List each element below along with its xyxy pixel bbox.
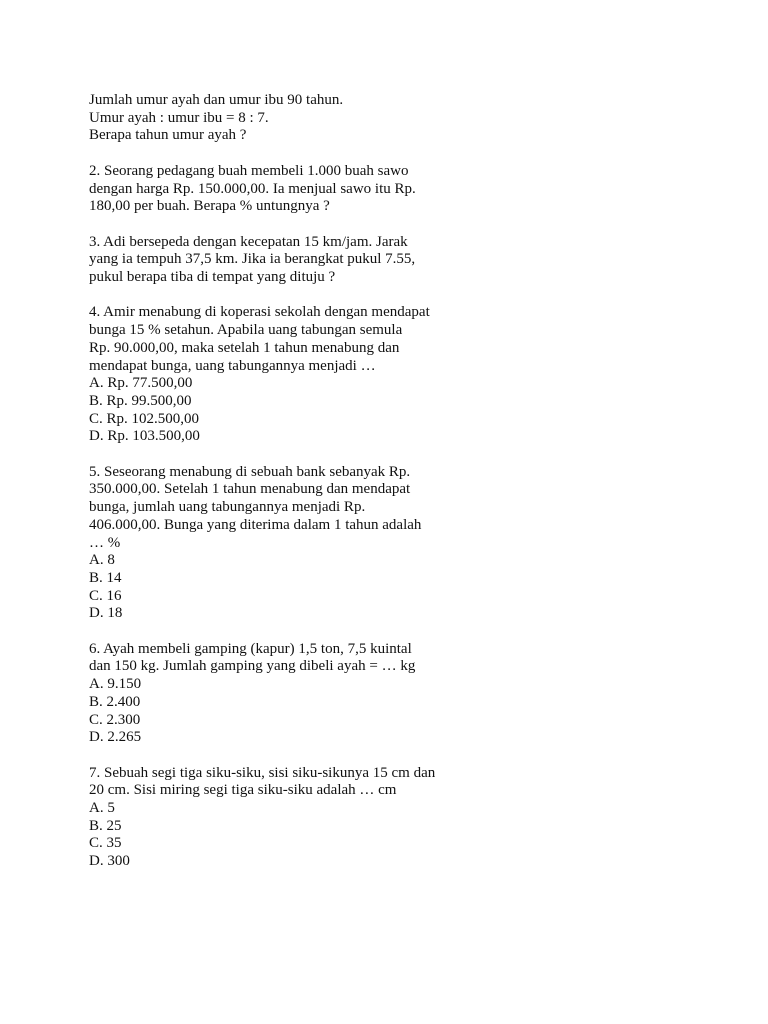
document-page — [89, 92, 469, 889]
question-text-line: yang ia tempuh 37,5 km. Jika ia berangkat pukul 7.55, — [89, 251, 416, 268]
question-text-line: mendapat bunga, uang tabungannya menjadi … — [89, 357, 376, 374]
question-text-line: 20 cm. Sisi miring segi tiga siku-siku adalah … cm — [89, 782, 397, 799]
question-text-line: 3. Adi bersepeda dengan kecepatan 15 km/jam. Jarak — [89, 233, 408, 250]
answer-option: A. Rp. 77.500,00 — [89, 375, 193, 392]
answer-option: D. 2.265 — [89, 729, 142, 746]
answer-option: C. 2.300 — [89, 711, 141, 728]
question-text-line: 5. Seseorang menabung di sebuah bank sebanyak Rp. — [89, 463, 411, 480]
question-text-line: … % — [89, 534, 121, 551]
question-text-line: bunga 15 % setahun. Apabila uang tabungan semula — [89, 322, 403, 339]
question-1 — [89, 92, 469, 145]
answer-option: C. 16 — [89, 587, 122, 604]
question-3 — [89, 234, 469, 287]
question-text-line: 7. Sebuah segi tiga siku-siku, sisi siku-sikunya 15 cm dan — [89, 764, 436, 781]
question-text-line: 4. Amir menabung di koperasi sekolah dengan mendapat — [89, 304, 430, 321]
question-text-line: Rp. 90.000,00, maka setelah 1 tahun menabung dan — [89, 339, 400, 356]
question-text-line: 2. Seorang pedagang buah membeli 1.000 buah sawo — [89, 162, 409, 179]
answer-option: B. 14 — [89, 569, 122, 586]
answer-option: D. 18 — [89, 605, 123, 622]
question-text-line: Berapa tahun umur ayah ? — [89, 127, 247, 144]
answer-option: A. 8 — [89, 552, 115, 569]
answer-option: B. 25 — [89, 817, 122, 834]
question-text-line: pukul berapa tiba di tempat yang dituju ? — [89, 269, 336, 285]
answer-option: B. Rp. 99.500,00 — [89, 392, 192, 409]
answer-option: D. Rp. 103.500,00 — [89, 428, 200, 445]
answer-option: C. Rp. 102.500,00 — [89, 410, 200, 427]
question-2 — [89, 163, 469, 216]
question-text-line: dengan harga Rp. 150.000,00. Ia menjual sawo itu Rp. — [89, 180, 416, 197]
question-text-line: Umur ayah : umur ibu = 8 : 7. — [89, 109, 269, 126]
question-text-line: dan 150 kg. Jumlah gamping yang dibeli ayah = … kg — [89, 658, 416, 675]
question-text-line: Jumlah umur ayah dan umur ibu 90 tahun. — [89, 92, 344, 108]
question-5 — [89, 464, 469, 623]
question-text-line: 350.000,00. Setelah 1 tahun menabung dan mendapat — [89, 481, 411, 498]
question-text-line: 6. Ayah membeli gamping (kapur) 1,5 ton, 7,5 kuintal — [89, 640, 412, 657]
question-7 — [89, 765, 469, 871]
question-text-line: bunga, jumlah uang tabungannya menjadi Rp. — [89, 499, 366, 516]
answer-option: B. 2.400 — [89, 693, 141, 710]
answer-option: A. 9.150 — [89, 676, 142, 693]
question-4 — [89, 304, 469, 446]
answer-option: A. 5 — [89, 800, 115, 817]
answer-option: D. 300 — [89, 853, 130, 870]
question-text-line: 406.000,00. Bunga yang diterima dalam 1 tahun adalah — [89, 516, 422, 533]
question-text-line: 180,00 per buah. Berapa % untungnya ? — [89, 198, 330, 215]
question-6 — [89, 641, 469, 747]
answer-option: C. 35 — [89, 835, 122, 852]
